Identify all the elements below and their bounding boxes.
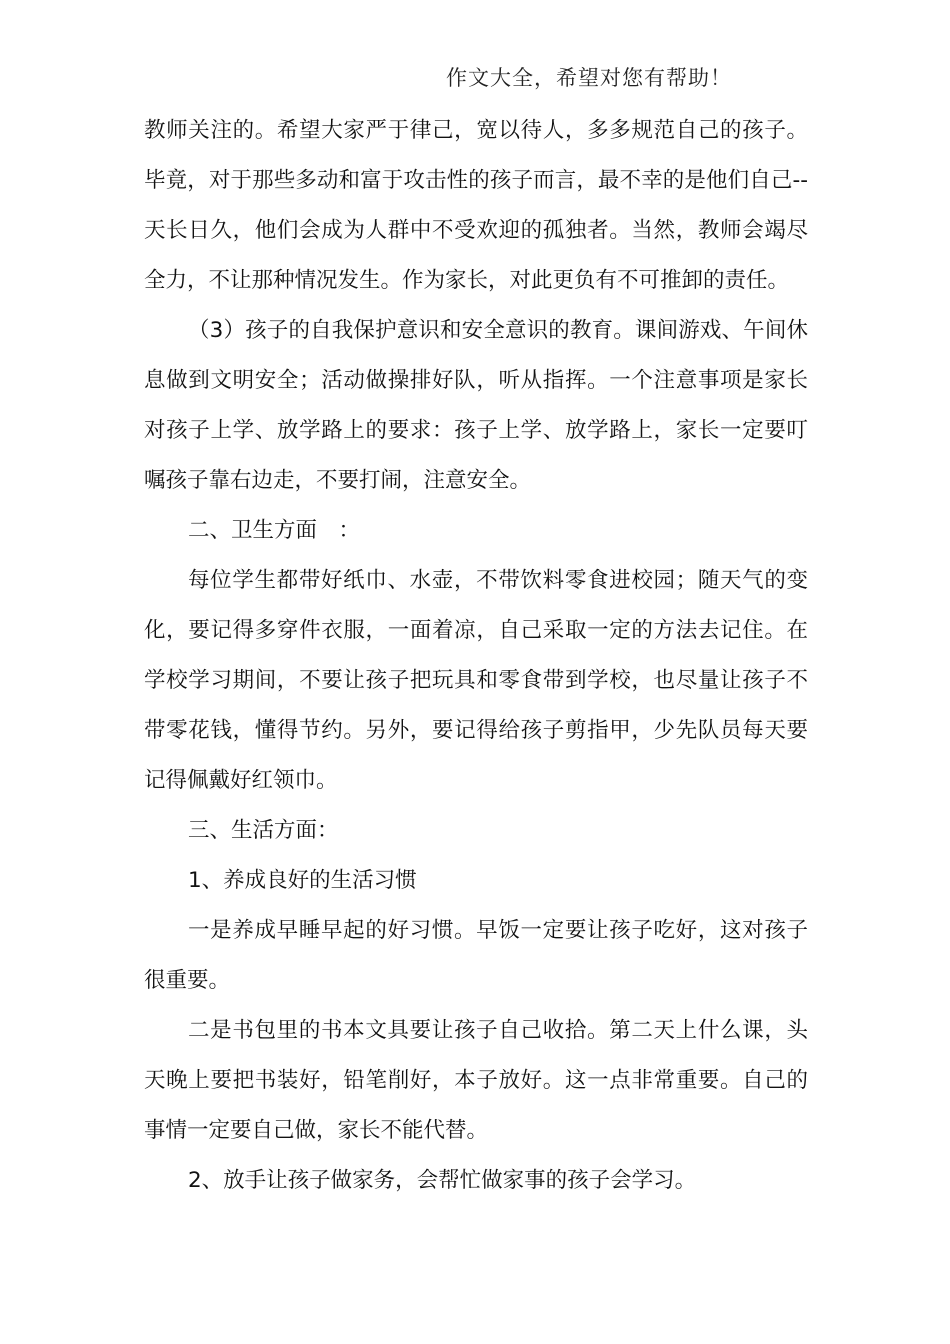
paragraph-safety-education: （3）孩子的自我保护意识和安全意识的教育。课间游戏、午间休息做到文明安全；活动做操排好队，听从指挥。一个注意事项是家长对孩子上学、放学路上的要求：孩子上学、放学路上，家长一定要叮嘱孩子靠右边走，不要打闹，注意安全。 <box>144 318 808 493</box>
paragraph-hygiene: 每位学生都带好纸巾、水壶，不带饮料零食进校园；随天气的变化，要记得多穿件衣服，一面着凉，自己采取一定的方法去记住。在学校学习期间，不要让孩子把玩具和零食带到学校，也尽量让孩子不带零花钱，懂得节约。另外，要记得给孩子剪指甲，少先队员每天要记得佩戴好红领巾。 <box>144 568 808 793</box>
document-body <box>144 106 808 1206</box>
section-heading-life: 三、生活方面： <box>188 818 339 843</box>
subheading-good-habits: 1、养成良好的生活习惯 <box>188 868 417 893</box>
section-heading-hygiene: 二、卫生方面 ： <box>188 518 361 543</box>
header-note: 作文大全，希望对您有帮助！ <box>446 66 732 90</box>
paragraph-school-bag: 二是书包里的书本文具要让孩子自己收拾。第二天上什么课，头天晚上要把书装好，铅笔削好，本子放好。这一点非常重要。自己的事情一定要自己做，家长不能代替。 <box>144 1018 808 1143</box>
paragraph-continuation: 教师关注的。希望大家严于律己，宽以待人，多多规范自己的孩子。毕竟，对于那些多动和富于攻击性的孩子而言，最不幸的是他们自己--天长日久，他们会成为人群中不受欢迎的孤独者。当然，教师会竭尽全力，不让那种情况发生。作为家长，对此更负有不可推卸的责任。 <box>144 118 808 293</box>
subheading-housework: 2、放手让孩子做家务，会帮忙做家事的孩子会学习。 <box>188 1168 697 1193</box>
paragraph-early-sleep: 一是养成早睡早起的好习惯。早饭一定要让孩子吃好，这对孩子很重要。 <box>144 918 808 993</box>
